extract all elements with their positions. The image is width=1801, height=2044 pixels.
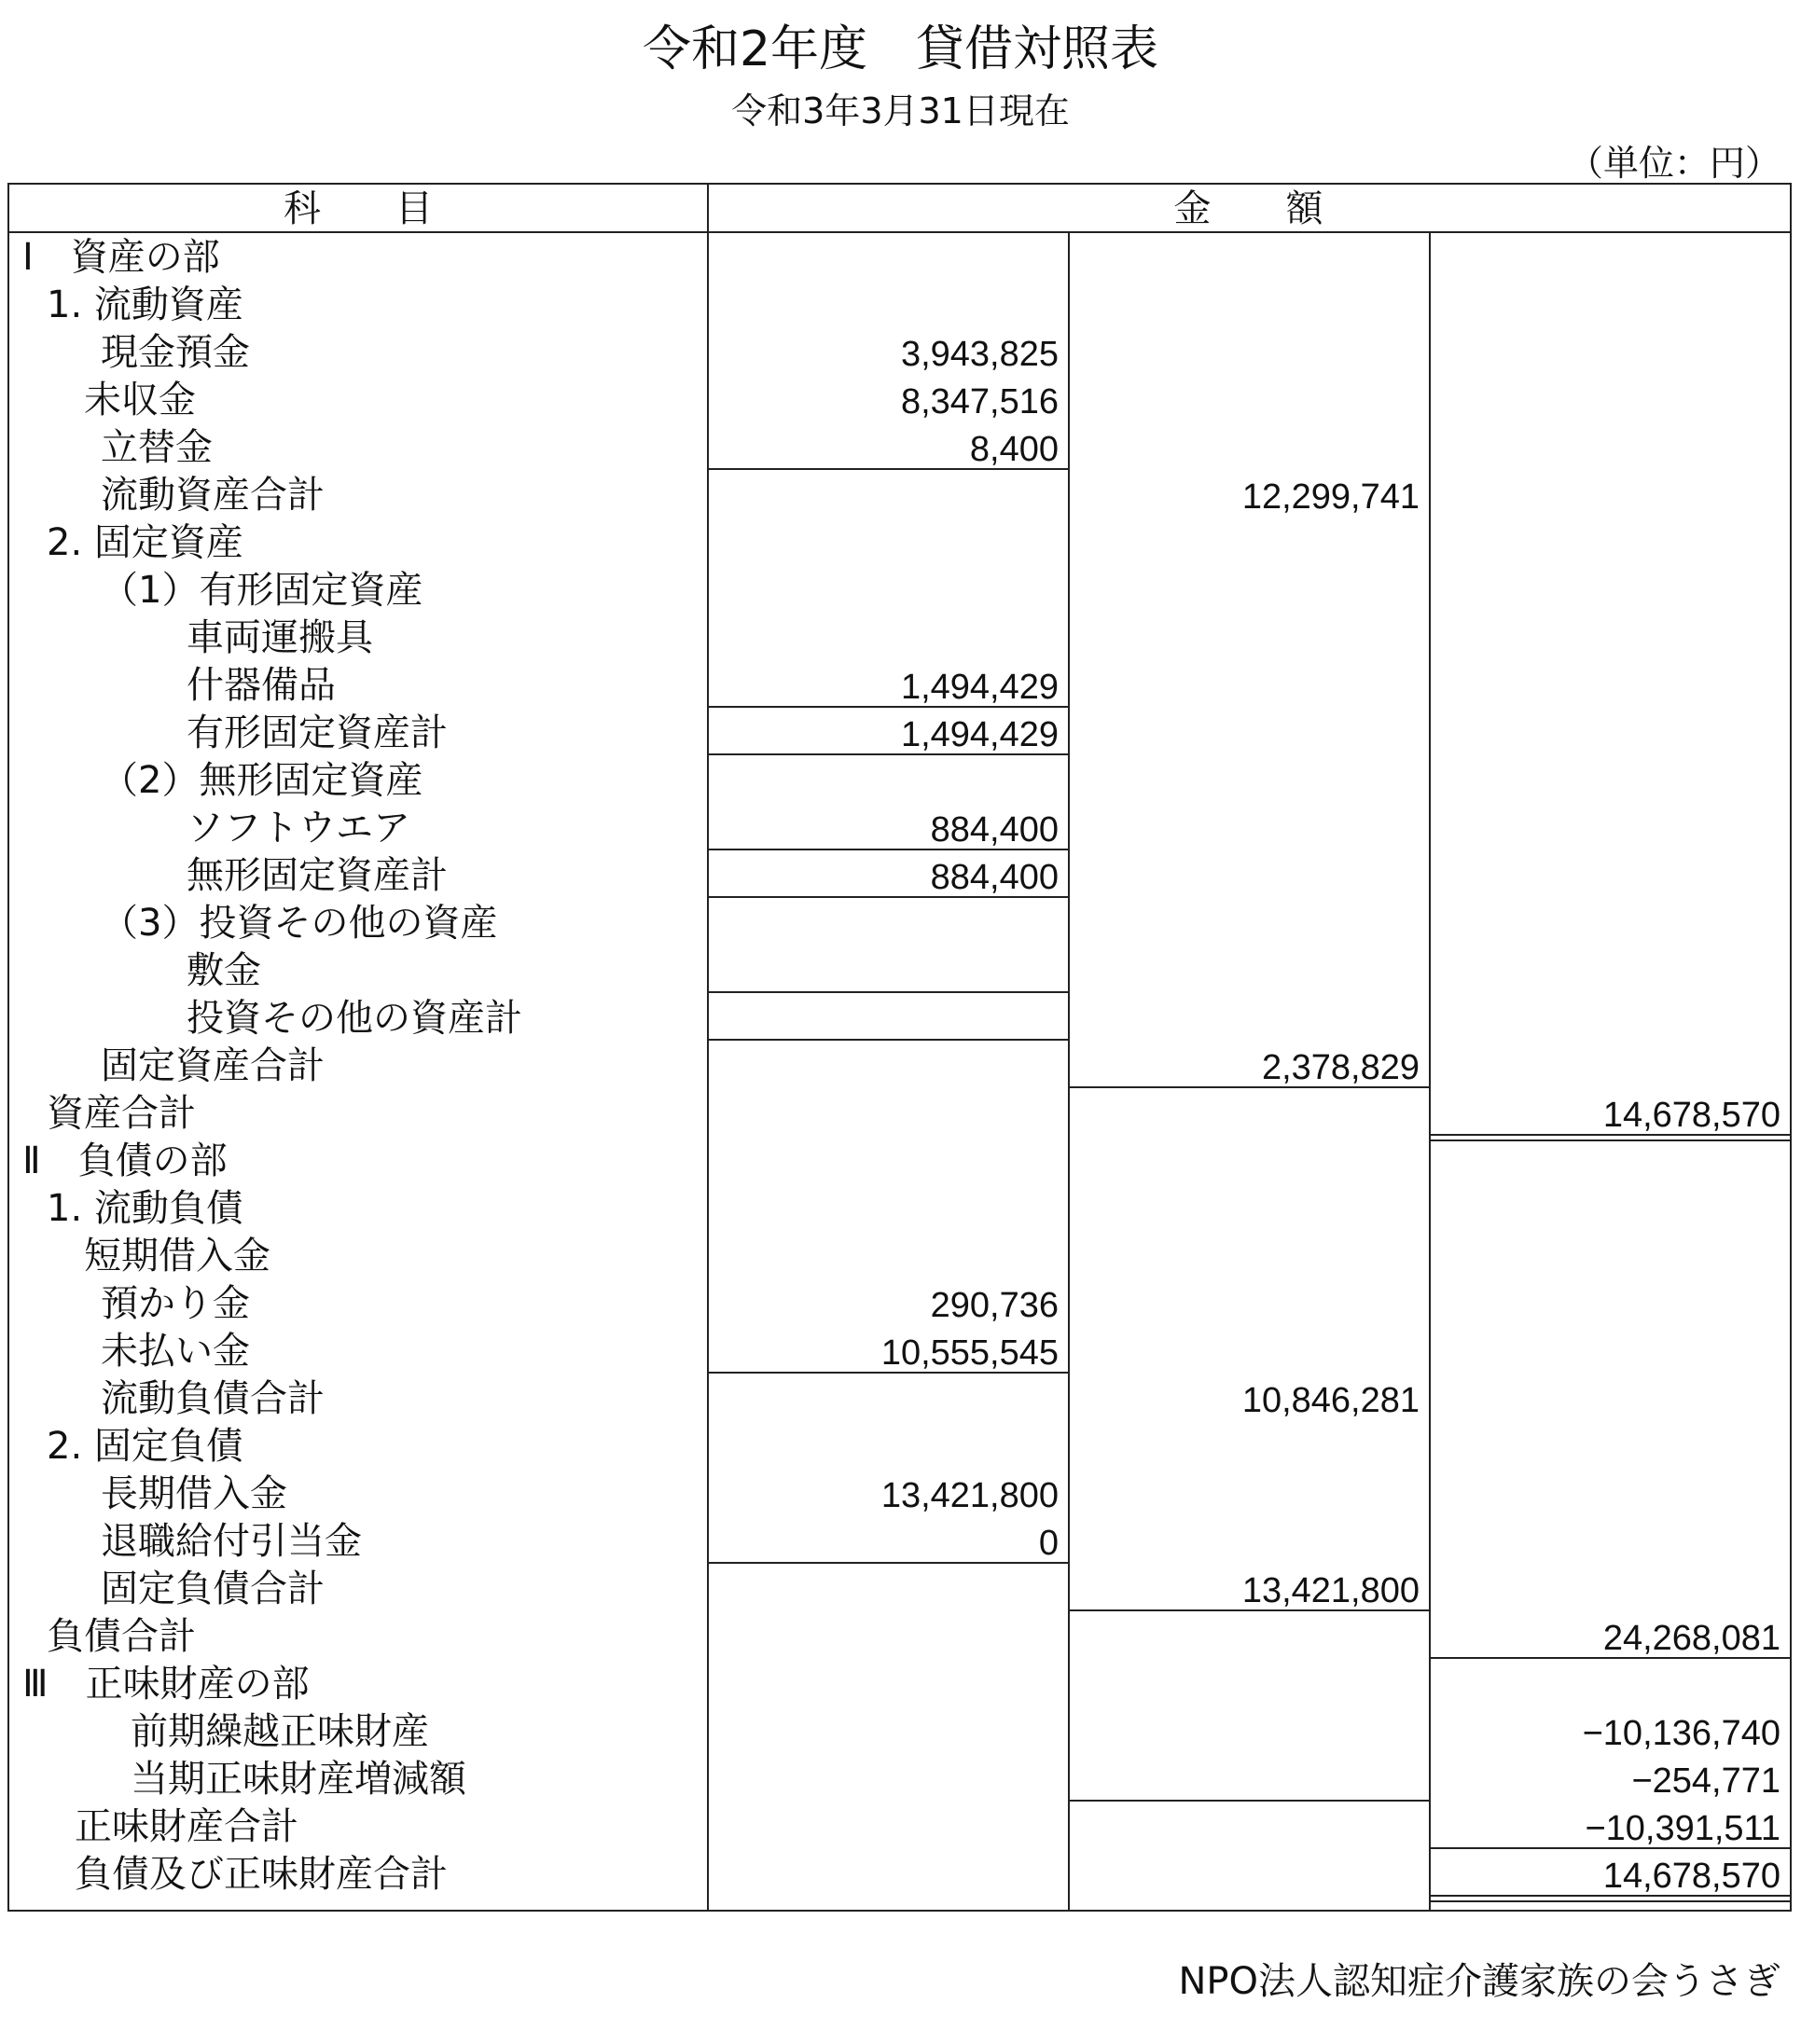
- amount-cell: −10,136,740: [1582, 1714, 1780, 1753]
- amount-cell: 12,299,741: [1241, 477, 1420, 517]
- row-label: 負債合計: [47, 1615, 196, 1658]
- total-rule: [1429, 1847, 1790, 1849]
- row-label: （1）有形固定資産: [101, 569, 423, 612]
- document-title: 令和2年度 貸借対照表: [642, 21, 1159, 77]
- total-rule: [707, 1039, 1068, 1041]
- row-label: 負債及び正味財産合計: [75, 1853, 448, 1896]
- row-label: 流動資産合計: [101, 474, 325, 517]
- row-label: 正味財産合計: [75, 1805, 298, 1848]
- total-rule: [707, 991, 1068, 993]
- amount-cell: 13,421,800: [880, 1476, 1059, 1515]
- row-label: 現金預金: [101, 331, 250, 374]
- row-label: 1. 流動負債: [47, 1187, 243, 1230]
- row-label: （2）無形固定資産: [101, 759, 423, 802]
- amount-cell: 14,678,570: [1602, 1096, 1780, 1135]
- amount-cell: 290,736: [930, 1286, 1059, 1325]
- row-label: 什器備品: [187, 664, 336, 707]
- total-rule: [707, 753, 1068, 755]
- row-label: 立替金: [101, 426, 213, 469]
- amount-cell: −10,391,511: [1585, 1809, 1780, 1848]
- total-rule: [707, 1372, 1068, 1374]
- row-label: （3）投資その他の資産: [101, 902, 498, 945]
- row-label: 資産合計: [47, 1092, 196, 1135]
- amount-cell: 3,943,825: [900, 335, 1059, 374]
- amount-cell: 10,846,281: [1241, 1381, 1420, 1420]
- total-rule: [1429, 1657, 1790, 1659]
- row-label: 投資その他の資産計: [187, 997, 522, 1040]
- organization-name: NPO法人認知症介護家族の会うさぎ: [1178, 1960, 1780, 2003]
- amount-cell: 8,347,516: [900, 382, 1059, 421]
- row-label: 未収金: [84, 379, 196, 421]
- row-label: 2. 固定負債: [47, 1425, 243, 1468]
- row-label: 1. 流動資産: [47, 283, 243, 326]
- total-rule: [707, 706, 1068, 708]
- row-label: 預かり金: [101, 1282, 250, 1325]
- amount-cell: 24,268,081: [1602, 1619, 1780, 1658]
- amount-cell: 8,400: [969, 430, 1059, 469]
- total-rule: [707, 1562, 1068, 1564]
- row-label: Ⅲ 正味財産の部: [22, 1663, 310, 1706]
- total-rule: [707, 849, 1068, 850]
- document-date: 令和3年3月31日現在: [731, 90, 1070, 131]
- row-label: 車両運搬具: [187, 616, 373, 659]
- total-rule: [707, 468, 1068, 470]
- amount-cell: 1,494,429: [900, 668, 1059, 707]
- row-label: 流動負債合計: [101, 1377, 325, 1420]
- balance-sheet-table: [7, 183, 1792, 1912]
- row-label: 2. 固定資産: [47, 521, 243, 564]
- total-rule: [1429, 1895, 1790, 1897]
- amount-cell: 13,421,800: [1241, 1571, 1420, 1610]
- row-label: 未払い金: [101, 1330, 250, 1373]
- row-label: 敷金: [187, 949, 261, 992]
- row-label: 有形固定資産計: [187, 711, 448, 754]
- total-rule: [1068, 1800, 1429, 1802]
- amount-cell: 884,400: [930, 858, 1059, 897]
- amount-cell: 10,555,545: [880, 1333, 1059, 1373]
- unit-note: （単位：円）: [1567, 143, 1780, 184]
- amount-cell: 14,678,570: [1602, 1857, 1780, 1896]
- row-label: 固定負債合計: [101, 1568, 325, 1610]
- total-rule: [1068, 1609, 1429, 1611]
- header-subject: 科 目: [9, 185, 707, 233]
- row-label: 無形固定資産計: [187, 854, 448, 897]
- total-rule: [1429, 1134, 1790, 1136]
- row-label: Ⅰ 資産の部: [22, 236, 220, 279]
- amount-cell: 1,494,429: [900, 715, 1059, 754]
- amount-cell: 884,400: [930, 810, 1059, 849]
- amount-cell: −254,771: [1631, 1761, 1780, 1801]
- total-rule: [1429, 1139, 1790, 1141]
- total-rule: [1068, 1086, 1429, 1088]
- row-label: 退職給付引当金: [101, 1520, 362, 1563]
- total-rule: [707, 896, 1068, 898]
- row-label: Ⅱ 負債の部: [22, 1139, 228, 1182]
- row-label: 短期借入金: [84, 1235, 270, 1278]
- header-amount: 金 額: [707, 185, 1790, 233]
- row-label: 固定資産合計: [101, 1044, 325, 1087]
- amount-cell: 0: [1038, 1524, 1059, 1563]
- amount-cell: 2,378,829: [1261, 1048, 1420, 1087]
- row-label: 当期正味財産増減額: [131, 1758, 466, 1801]
- row-label: ソフトウエア: [187, 807, 410, 849]
- row-label: 前期繰越正味財産: [131, 1710, 429, 1753]
- row-label: 長期借入金: [101, 1472, 287, 1515]
- total-rule: [1429, 1900, 1790, 1902]
